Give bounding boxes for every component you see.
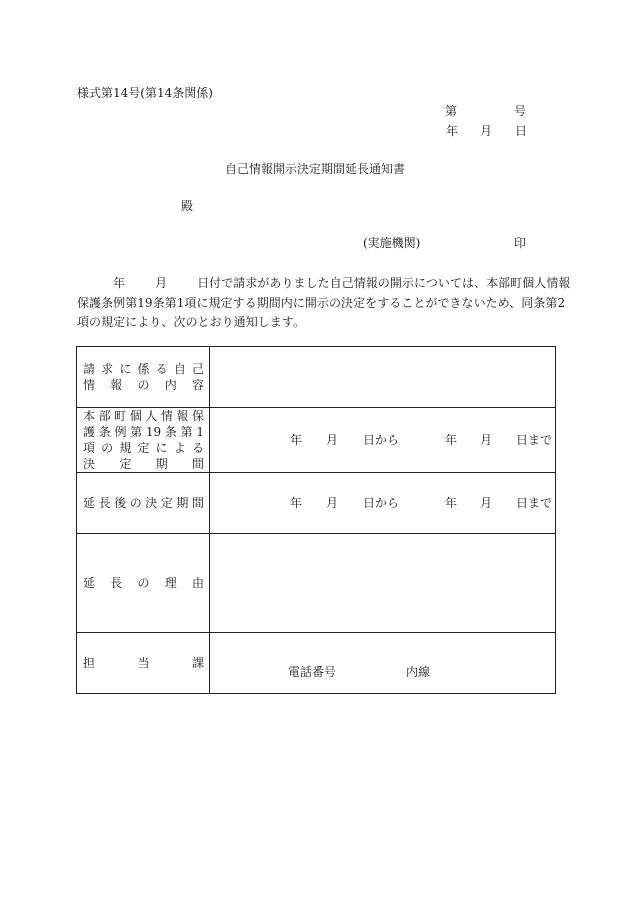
tel-label: 電話番号 bbox=[288, 665, 337, 679]
date-day: 日 bbox=[515, 124, 528, 138]
body-line-2: 保護条例第19条第1項に規定する期間内に開示の決定をすることができないため、同条第2 bbox=[77, 295, 566, 310]
period-year-from: 年 bbox=[290, 433, 303, 447]
period-range bbox=[210, 496, 555, 510]
period-day-from: 日から bbox=[363, 433, 400, 447]
body-year: 年 bbox=[113, 276, 126, 290]
label-line: 延長の理由 bbox=[83, 576, 204, 590]
date-month: 月 bbox=[480, 124, 493, 138]
period-year-from: 年 bbox=[290, 496, 303, 510]
ext-label: 内線 bbox=[406, 665, 431, 679]
table-row bbox=[77, 633, 556, 694]
label-line: 担当課 bbox=[83, 656, 204, 670]
label-line: 請求に係る自己 bbox=[83, 362, 204, 376]
doc-number-suffix: 号 bbox=[514, 104, 527, 118]
body-line-3: 項の規定により、次のとおり通知します。 bbox=[77, 315, 305, 329]
period-range bbox=[210, 433, 555, 447]
label-line: 延長後の決定期間 bbox=[83, 496, 204, 510]
doc-number-prefix: 第 bbox=[445, 104, 458, 118]
label-line: 決定期間 bbox=[83, 457, 204, 471]
form-number: 様式第14号(第14条関係) bbox=[77, 86, 213, 100]
table-row bbox=[77, 534, 556, 633]
row-label-original-period bbox=[77, 408, 210, 473]
date-year: 年 bbox=[446, 124, 459, 138]
reason-value[interactable] bbox=[210, 534, 556, 633]
period-year-to: 年 bbox=[445, 496, 458, 510]
period-month-from: 月 bbox=[326, 496, 339, 510]
period-day-to: 日まで bbox=[516, 433, 553, 447]
department-value[interactable] bbox=[210, 633, 556, 694]
body-month: 月 bbox=[155, 276, 168, 290]
notice-table bbox=[76, 346, 556, 694]
agency-label: (実施機関) bbox=[363, 236, 421, 250]
period-month-to: 月 bbox=[480, 433, 493, 447]
seal-mark: 印 bbox=[514, 236, 527, 250]
document-title: 自己情報開示決定期間延長通知書 bbox=[224, 162, 405, 176]
period-month-to: 月 bbox=[480, 496, 493, 510]
period-year-to: 年 bbox=[445, 433, 458, 447]
row-label-department bbox=[77, 633, 210, 694]
requested-info-value[interactable] bbox=[210, 347, 556, 408]
row-label-reason bbox=[77, 534, 210, 633]
body-line-1-text: 日付で請求がありました自己情報の開示については、本部町個人情報 bbox=[197, 276, 571, 290]
original-period-value[interactable] bbox=[210, 408, 556, 473]
addressee-suffix: 殿 bbox=[181, 199, 194, 213]
period-day-to: 日まで bbox=[516, 496, 553, 510]
label-line: 本部町個人情報保 bbox=[83, 409, 204, 423]
row-label-extended-period bbox=[77, 473, 210, 534]
table-row bbox=[77, 473, 556, 534]
notice-body bbox=[77, 274, 571, 333]
label-line: 護条例第19条第1 bbox=[83, 425, 204, 439]
row-label-requested-info bbox=[77, 347, 210, 408]
extended-period-value[interactable] bbox=[210, 473, 556, 534]
period-day-from: 日から bbox=[363, 496, 400, 510]
label-line: 情報の内容 bbox=[83, 378, 204, 392]
label-line: 項の規定による bbox=[83, 441, 204, 455]
table-row bbox=[77, 408, 556, 473]
body-line-1 bbox=[77, 274, 571, 294]
period-month-from: 月 bbox=[326, 433, 339, 447]
table-row bbox=[77, 347, 556, 408]
